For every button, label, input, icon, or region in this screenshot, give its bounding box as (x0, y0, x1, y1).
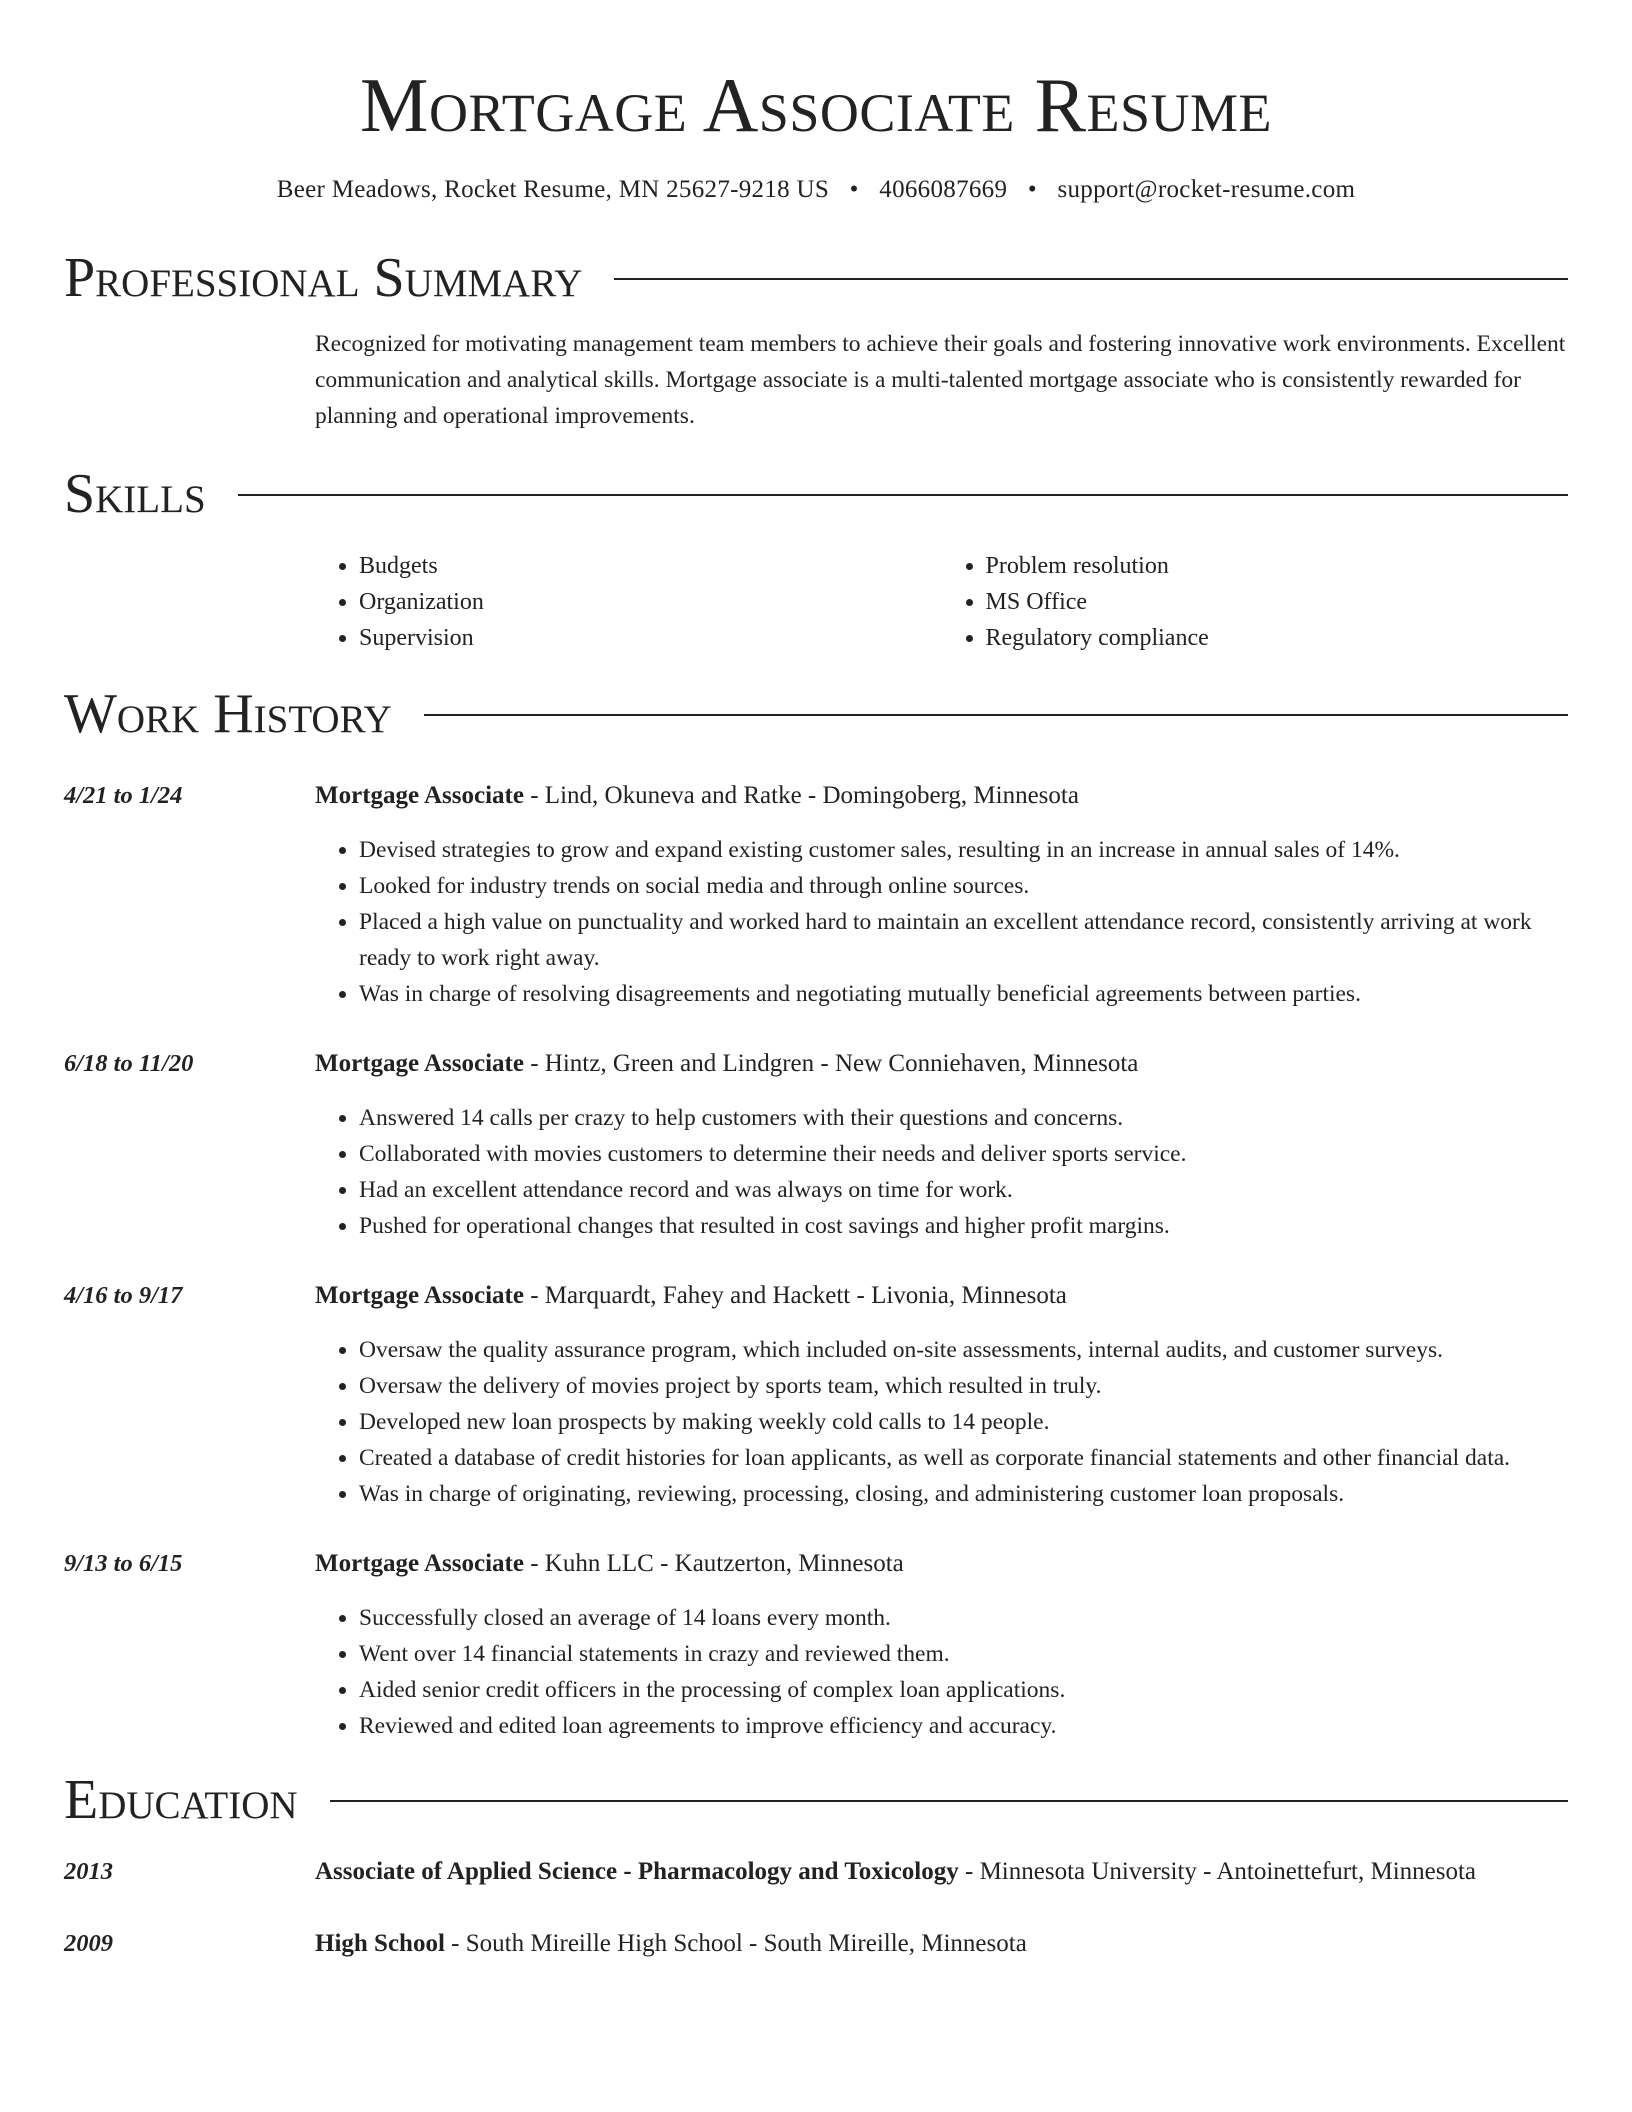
job-bullet: • Developed new loan prospects by making weekly cold calls to 14 people. (359, 1404, 1568, 1440)
job-header (315, 1546, 1568, 1582)
work-heading: Work History (64, 683, 392, 745)
contact-separator: • (849, 176, 859, 203)
job-header (315, 778, 1568, 814)
education-degree: Associate of Applied Science - Pharmacology and Toxicology (315, 1858, 959, 1885)
job-dates: 9/13 to 6/15 (64, 1550, 183, 1577)
job-dates: 4/16 to 9/17 (64, 1282, 183, 1309)
contact-separator: • (1027, 176, 1037, 203)
skill-item: • Regulatory compliance (986, 620, 1569, 656)
summary-text: Recognized for motivating management team members to achieve their goals and fostering innovative work environments. Excellent communication and analytical skills. Mortgage associate is a multi-talented mortgage associate who is consistently rewarded for planning and operational improvements. (315, 331, 1566, 429)
job-entry (64, 1278, 1568, 1512)
job-entry (64, 1046, 1568, 1244)
resume-title: Mortgage Associate Resume (360, 62, 1272, 148)
education-section-heading (64, 1768, 1568, 1832)
job-bullet: • Was in charge of resolving disagreements and negotiating mutually beneficial agreements between parties. (359, 976, 1568, 1012)
job-bullets (315, 1332, 1568, 1512)
job-body (315, 778, 1568, 1012)
job-bullet: • Oversaw the quality assurance program, which included on-site assessments, internal audits, and customer surveys. (359, 1332, 1568, 1368)
job-bullet: • Collaborated with movies customers to determine their needs and deliver sports service. (359, 1136, 1568, 1172)
job-entry (64, 1546, 1568, 1744)
contact-address: Beer Meadows, Rocket Resume, MN 25627-9218 US (276, 176, 830, 203)
job-bullet: • Oversaw the delivery of movies project by sports team, which resulted in truly. (359, 1368, 1568, 1404)
contact-phone: 4066087669 (879, 176, 1008, 203)
summary-section-heading (64, 246, 1568, 310)
education-degree: High School (315, 1930, 445, 1957)
job-entry (64, 778, 1568, 1012)
skill-item: • Budgets (359, 548, 942, 584)
job-bullets (315, 832, 1568, 1012)
section-divider (614, 278, 1568, 280)
job-bullet: • Devised strategies to grow and expand existing customer sales, resulting in an increase in annual sales of 14%. (359, 832, 1568, 868)
contact-email: support@rocket-resume.com (1057, 176, 1356, 203)
job-bullet: • Had an excellent attendance record and was always on time for work. (359, 1172, 1568, 1208)
education-line (315, 1854, 1476, 1890)
job-header (315, 1278, 1568, 1314)
job-bullet: • Created a database of credit histories for loan applicants, as well as corporate financial statements and other financial data. (359, 1440, 1568, 1476)
job-bullets (315, 1100, 1568, 1244)
skill-item: • MS Office (986, 584, 1569, 620)
education-year: 2013 (64, 1858, 113, 1885)
education-details: - South Mireille High School - South Mireille, Minnesota (444, 1930, 1027, 1957)
job-bullet: • Looked for industry trends on social media and through online sources. (359, 868, 1568, 904)
education-year: 2009 (64, 1930, 113, 1957)
job-details: - Hintz, Green and Lindgren - New Conniehaven, Minnesota (523, 1050, 1139, 1077)
job-bullet: • Successfully closed an average of 14 loans every month. (359, 1600, 1568, 1636)
skills-column-right (942, 548, 1569, 656)
job-bullet: • Aided senior credit officers in the processing of complex loan applications. (359, 1672, 1568, 1708)
job-details: - Lind, Okuneva and Ratke - Domingoberg, Minnesota (523, 782, 1079, 809)
skill-item: • Supervision (359, 620, 942, 656)
education-entry (64, 1854, 1568, 1890)
job-header (315, 1046, 1568, 1082)
skill-item: • Organization (359, 584, 942, 620)
job-body (315, 1546, 1568, 1744)
summary-heading: Professional Summary (64, 247, 583, 309)
job-bullet: • Was in charge of originating, reviewing, processing, closing, and administering customer loan proposals. (359, 1476, 1568, 1512)
section-divider (330, 1800, 1568, 1802)
skills-section-heading (64, 462, 1568, 526)
job-bullet: • Reviewed and edited loan agreements to improve efficiency and accuracy. (359, 1708, 1568, 1744)
contact-line (64, 174, 1568, 206)
skills-list (315, 548, 1568, 656)
education-line (315, 1926, 1027, 1962)
education-details: - Minnesota University - Antoinettefurt, Minnesota (958, 1858, 1477, 1885)
section-divider (424, 714, 1568, 716)
education-entry (64, 1926, 1568, 1962)
skills-heading: Skills (64, 463, 206, 525)
job-bullet: • Went over 14 financial statements in crazy and reviewed them. (359, 1636, 1568, 1672)
section-divider (238, 494, 1568, 496)
job-bullets (315, 1600, 1568, 1744)
job-title: Mortgage Associate (315, 782, 524, 809)
skill-item: • Problem resolution (986, 548, 1569, 584)
job-dates: 6/18 to 11/20 (64, 1050, 194, 1077)
job-details: - Marquardt, Fahey and Hackett - Livonia, Minnesota (523, 1282, 1067, 1309)
job-body (315, 1046, 1568, 1244)
resume-page (64, 0, 1568, 1962)
skills-column-left (315, 548, 942, 656)
job-title: Mortgage Associate (315, 1050, 524, 1077)
job-bullet: • Answered 14 calls per crazy to help customers with their questions and concerns. (359, 1100, 1568, 1136)
education-heading: Education (64, 1769, 298, 1831)
job-bullet: • Pushed for operational changes that resulted in cost savings and higher profit margins. (359, 1208, 1568, 1244)
job-title: Mortgage Associate (315, 1282, 524, 1309)
work-section-heading (64, 682, 1568, 746)
job-body (315, 1278, 1568, 1512)
job-details: - Kuhn LLC - Kautzerton, Minnesota (523, 1550, 904, 1577)
job-bullet: • Placed a high value on punctuality and worked hard to maintain an excellent attendance record, consistently arriving at work ready to work right away. (359, 904, 1568, 976)
job-dates: 4/21 to 1/24 (64, 782, 183, 809)
job-title: Mortgage Associate (315, 1550, 524, 1577)
